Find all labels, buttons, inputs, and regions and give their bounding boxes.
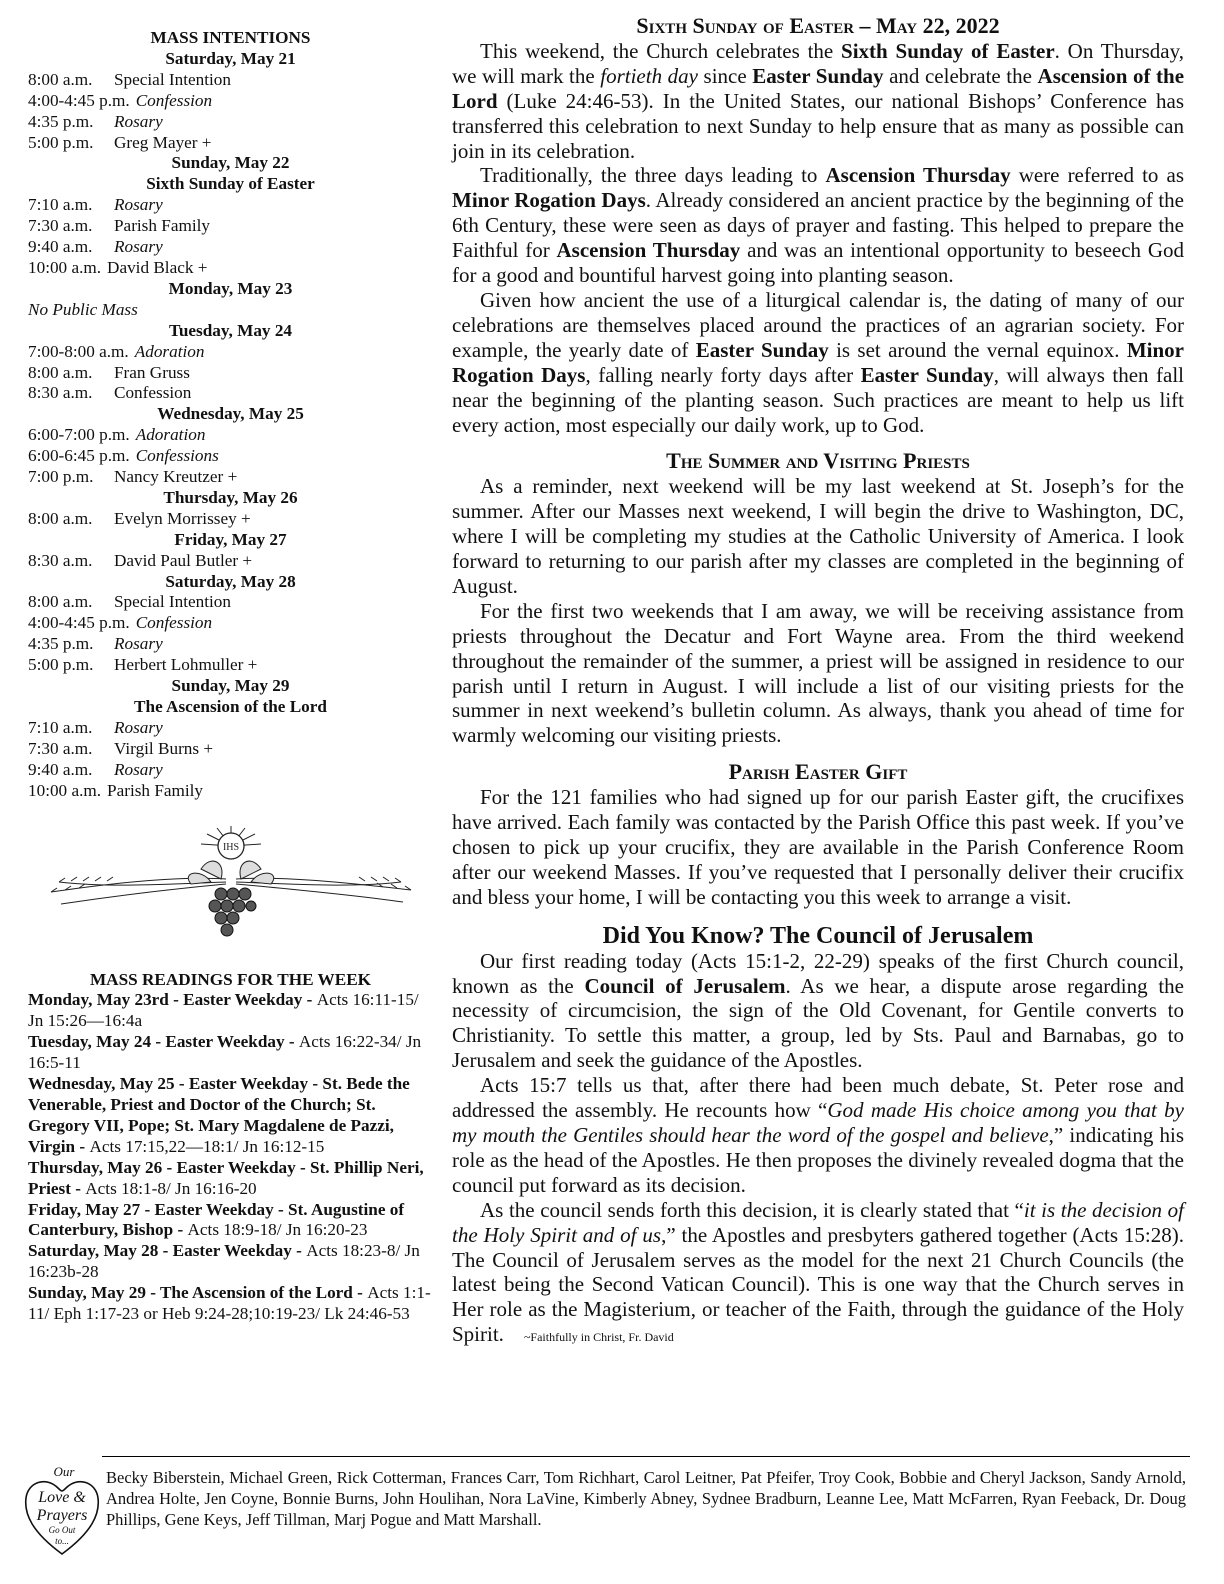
readings-list bbox=[28, 990, 433, 1325]
mass-intention: Parish Family bbox=[107, 780, 204, 800]
text-run: Acts 15:7 tells us that, after there had been much debate, St. Peter rose and addressed the assembly. He recounts how “ bbox=[452, 1073, 1184, 1123]
day-subheading: The Ascension of the Lord bbox=[134, 697, 327, 716]
text-run: . On Thursday, we will mark the bbox=[452, 38, 1184, 88]
mass-entry bbox=[28, 216, 433, 237]
mass-intention: Rosary bbox=[114, 759, 163, 779]
mass-entry bbox=[28, 467, 433, 488]
section-heading: The Summer and Visiting Priests bbox=[666, 448, 970, 474]
reading-citation: Acts 16:22-34/ Jn 16:5-11 bbox=[28, 1032, 422, 1073]
reading-entry bbox=[28, 1241, 433, 1283]
mass-time: 6:00-7:00 p.m. bbox=[28, 425, 130, 445]
mass-time: 5:00 p.m. bbox=[28, 132, 94, 152]
mass-time: 8:00 a.m. bbox=[28, 69, 93, 89]
ihs-monogram: IHS bbox=[222, 841, 239, 853]
mass-intentions-title: MASS INTENTIONS bbox=[150, 28, 311, 47]
day-heading: Saturday, May 28 bbox=[165, 571, 296, 591]
mass-time: 7:30 a.m. bbox=[28, 738, 93, 758]
mass-intention: Rosary bbox=[114, 195, 163, 215]
article-paragraph bbox=[452, 599, 1184, 748]
mass-time: 9:40 a.m. bbox=[28, 759, 93, 779]
mass-intention: Confession bbox=[135, 90, 213, 110]
leaves bbox=[188, 861, 273, 884]
text-run: As a reminder, next weekend will be my last weekend at St. Joseph’s for the summer. After our Masses next weekend, I will begin the drive to Washington, DC, where I will be completing my studies at the Catholic University of America. I look forward to returning to our parish after my classes are completed in the beginning of August. bbox=[452, 474, 1184, 598]
mass-intention: Herbert Lohmuller + bbox=[114, 655, 258, 675]
text-run: . As we hear, a dispute arose regarding the necessity of circumcision, the sign of the Old Covenant, for Gentile converts to Christianity. To settle this matter, a group, led by Sts. Paul and Barnabas, go to Jerusalem and seek the guidance of the Apostles. bbox=[452, 973, 1184, 1073]
mass-intention: Adoration bbox=[135, 425, 206, 445]
text-run: it is the decision of the Holy Spirit and of us bbox=[452, 1197, 1184, 1247]
mass-intention: Adoration bbox=[134, 341, 205, 361]
article-paragraph bbox=[452, 474, 1184, 599]
text-run: Ascension Thursday bbox=[825, 163, 1011, 188]
section-heading: Parish Easter Gift bbox=[728, 759, 908, 785]
reading-entry bbox=[28, 1200, 433, 1242]
text-run: and celebrate the bbox=[883, 63, 1038, 88]
reading-entry bbox=[28, 1158, 433, 1200]
reading-citation: Acts 16:11-15/ Jn 15:26—16:4a bbox=[28, 990, 419, 1031]
mass-entry bbox=[28, 383, 433, 404]
reading-day: Friday, May 27 - Easter Weekday - St. Augustine of Canterbury, Bishop - bbox=[28, 1199, 405, 1240]
mass-time: 7:30 a.m. bbox=[28, 216, 93, 236]
text-run: Easter Sunday bbox=[752, 63, 884, 88]
logo-text-our: Our bbox=[53, 1464, 75, 1479]
text-run: Traditionally, the three days leading to bbox=[480, 163, 826, 188]
readings-title: MASS READINGS FOR THE WEEK bbox=[89, 969, 372, 989]
text-run: were referred to as bbox=[1010, 163, 1184, 188]
reading-day: Thursday, May 26 - Easter Weekday - St. Phillip Neri, Priest - bbox=[28, 1157, 424, 1198]
mass-time: 8:00 a.m. bbox=[28, 362, 93, 382]
text-run: This weekend, the Church celebrates the bbox=[480, 38, 842, 63]
mass-entry bbox=[28, 634, 433, 655]
article-paragraph bbox=[452, 1198, 1184, 1350]
mass-intentions-list bbox=[28, 49, 433, 802]
text-run: Ascension Thursday bbox=[556, 238, 741, 263]
section-heading: Sixth Sunday of Easter – May 22, 2022 bbox=[636, 13, 1000, 38]
section-gap bbox=[452, 910, 1184, 922]
logo-text-to: to... bbox=[55, 1536, 69, 1546]
reading-entry bbox=[28, 1032, 433, 1074]
mass-entry bbox=[28, 781, 433, 802]
mass-entry bbox=[28, 613, 433, 634]
logo-text-prayers: Prayers bbox=[36, 1507, 88, 1524]
text-run: and was an intentional opportunity to beseech God for a good and bountiful harvest going into planting season. bbox=[452, 238, 1184, 288]
mass-intention: Fran Gruss bbox=[114, 362, 190, 382]
text-run: Minor Rogation Days bbox=[452, 188, 646, 213]
mass-entry bbox=[28, 258, 433, 279]
article-paragraph bbox=[452, 39, 1184, 164]
mass-entry bbox=[28, 237, 433, 258]
mass-entry bbox=[28, 112, 433, 133]
mass-entry bbox=[28, 342, 433, 363]
text-run: Easter Sunday bbox=[695, 337, 829, 362]
logo-text-love: Love & bbox=[38, 1489, 86, 1506]
mass-time: 5:00 p.m. bbox=[28, 655, 94, 675]
day-heading: Monday, May 23 bbox=[168, 278, 293, 298]
day-heading: Thursday, May 26 bbox=[163, 487, 298, 507]
text-run: Easter Sunday bbox=[860, 362, 994, 387]
reading-day: Tuesday, May 24 - Easter Weekday - bbox=[28, 1032, 299, 1052]
reading-entry bbox=[28, 990, 433, 1032]
mass-intention: Confessions bbox=[135, 446, 219, 466]
left-column bbox=[28, 28, 433, 1325]
mass-intention: Confession bbox=[135, 613, 213, 633]
mass-entry bbox=[28, 592, 433, 613]
day-heading: Wednesday, May 25 bbox=[157, 404, 304, 424]
mass-time: 4:00-4:45 p.m. bbox=[28, 613, 130, 633]
signature: ~Faithfully in Christ, Fr. David bbox=[523, 1330, 674, 1345]
mass-time: 7:00-8:00 a.m. bbox=[28, 341, 129, 361]
mass-intention: Special Intention bbox=[114, 69, 231, 89]
reading-citation: Acts 1:1-11/ Eph 1:17-23 or Heb 9:24-28;10:19-23/ Lk 24:46-53 bbox=[28, 1283, 431, 1324]
mass-entry bbox=[28, 300, 433, 321]
mass-entry bbox=[28, 133, 433, 154]
day-heading: Sunday, May 29 bbox=[171, 676, 290, 696]
mass-entry bbox=[28, 70, 433, 91]
mass-entry bbox=[28, 739, 433, 760]
reading-citation: Acts 18:9-18/ Jn 16:20-23 bbox=[187, 1220, 368, 1240]
article-paragraph bbox=[452, 163, 1184, 288]
mass-time: 6:00-6:45 p.m. bbox=[28, 446, 130, 466]
mass-intention: Rosary bbox=[114, 717, 163, 737]
mass-entry bbox=[28, 363, 433, 384]
text-run: (Luke 24:46-53). In the United States, our national Bishops’ Conference has transferred this celebration to next Sunday to help ensure that as many as possible can join in its celebration. bbox=[452, 88, 1184, 163]
text-run: , falling nearly forty days after bbox=[585, 362, 861, 387]
mass-time: 4:00-4:45 p.m. bbox=[28, 90, 130, 110]
mass-intention: Greg Mayer + bbox=[114, 132, 212, 152]
logo-text-go-out: Go Out bbox=[48, 1525, 76, 1535]
mass-intention: Confession bbox=[114, 383, 192, 403]
article-paragraph bbox=[452, 949, 1184, 1074]
mass-time: 8:00 a.m. bbox=[28, 508, 93, 528]
mass-time: 8:30 a.m. bbox=[28, 383, 93, 403]
text-run: fortieth day bbox=[600, 63, 698, 88]
mass-intention: Rosary bbox=[114, 237, 163, 257]
reading-entry bbox=[28, 1283, 433, 1325]
mass-entry bbox=[28, 446, 433, 467]
text-run: Our first reading today (Acts 15:1-2, 22-29) speaks of the first Church council, known as the bbox=[452, 948, 1184, 998]
reading-day: Sunday, May 29 - The Ascension of the Lord - bbox=[28, 1283, 368, 1303]
mass-time: 9:40 a.m. bbox=[28, 237, 93, 257]
day-heading: Saturday, May 21 bbox=[165, 48, 296, 68]
text-run: . Already considered an ancient practice by the beginning of the 6th Century, these were seen as days of prayer and fasting. This helped to prepare the Faithful for bbox=[452, 188, 1184, 263]
mass-intention: David Paul Butler + bbox=[114, 550, 253, 570]
grape-cluster bbox=[209, 888, 256, 936]
prayer-list-names: Becky Biberstein, Michael Green, Rick Cotterman, Frances Carr, Tom Richhart, Carol Leitner, Pat Pfeifer, Troy Cook, Bobbie and Cheryl Jackson, Sandy Arnold, Andrea Holte, Jen Coyne, Bonnie Burns, John Houlihan, Nora LaVine, Kimberly Abney, Sydnee Bradburn, Leanne Lee, Matt McFarren, Ryan Feeback, Dr. Doug Phillips, Gene Keys, Jeff Tillman, Marj Pogue and Matt Marshall. bbox=[106, 1468, 1186, 1529]
mass-intention: Virgil Burns + bbox=[114, 738, 214, 758]
mass-time: 10:00 a.m. bbox=[28, 257, 102, 277]
mass-entry bbox=[28, 425, 433, 446]
mass-intention: Rosary bbox=[114, 634, 163, 654]
right-column bbox=[452, 14, 1184, 1350]
text-run: As the council sends forth this decision, it is clearly stated that “ bbox=[480, 1197, 1024, 1222]
mass-time: 4:35 p.m. bbox=[28, 634, 94, 654]
text-run: Ascension of the Lord bbox=[452, 63, 1185, 113]
mass-time: 7:10 a.m. bbox=[28, 717, 93, 737]
day-subheading: Sixth Sunday of Easter bbox=[146, 174, 315, 194]
day-heading: Sunday, May 22 bbox=[171, 153, 290, 173]
mass-time: 8:00 a.m. bbox=[28, 592, 93, 612]
mass-time: 7:10 a.m. bbox=[28, 195, 93, 215]
love-and-prayers-heart-logo bbox=[22, 1462, 102, 1560]
reading-day: Saturday, May 28 - Easter Weekday - bbox=[28, 1241, 307, 1261]
mass-time: 10:00 a.m. bbox=[28, 780, 102, 800]
reading-citation: Acts 18:23-8/ Jn 16:23b-28 bbox=[28, 1241, 420, 1282]
reading-citation: Acts 17:15,22—18:1/ Jn 16:12-15 bbox=[89, 1136, 325, 1156]
day-heading: Tuesday, May 24 bbox=[168, 320, 293, 340]
mass-intention: Parish Family bbox=[114, 216, 210, 236]
mass-time: 7:00 p.m. bbox=[28, 467, 94, 487]
mass-intention: Nancy Kreutzer + bbox=[114, 467, 238, 487]
reading-day: Monday, May 23rd - Easter Weekday - bbox=[28, 990, 317, 1010]
text-run: ,” indicating his role as the head of the Apostles. He then proposes the divinely revealed dogma that the council put forward as its decision. bbox=[452, 1122, 1184, 1197]
mass-intention: Evelyn Morrissey + bbox=[114, 508, 251, 528]
mass-intention: Special Intention bbox=[114, 592, 231, 612]
mass-entry bbox=[28, 509, 433, 530]
ornament-illustration bbox=[41, 824, 421, 944]
mass-intention: David Black + bbox=[107, 257, 208, 277]
text-run: Sixth Sunday of Easter bbox=[841, 38, 1055, 63]
day-heading: Friday, May 27 bbox=[174, 529, 287, 549]
text-run: Minor Rogation Days bbox=[452, 337, 1184, 387]
text-run: Given how ancient the use of a liturgical calendar is, the dating of many of our celebrations are themselves placed around the practices of an agrarian society. For example, the yearly date of bbox=[452, 287, 1184, 362]
article-paragraph bbox=[452, 288, 1184, 437]
reading-entry bbox=[28, 1074, 433, 1158]
mass-time: 8:30 a.m. bbox=[28, 550, 93, 570]
text-run: since bbox=[697, 63, 753, 88]
mass-intention: No Public Mass bbox=[28, 299, 138, 319]
text-run: is set around the vernal equinox. bbox=[828, 337, 1127, 362]
mass-entry bbox=[28, 91, 433, 112]
mass-entry bbox=[28, 195, 433, 216]
reading-day: Wednesday, May 25 - Easter Weekday - St. Bede the Venerable, Priest and Doctor of the Church; St. Gregory VII, Pope; St. Mary Magdalene de Pazzi, Virgin - bbox=[28, 1074, 410, 1156]
article-paragraph bbox=[452, 1073, 1184, 1198]
text-run: , will always then fall near the beginning of the planting season. Such practices are meant to help us lift every action, most especially our daily work, up to God. bbox=[452, 362, 1184, 437]
mass-time: 4:35 p.m. bbox=[28, 111, 94, 131]
text-run: For the 121 families who had signed up for our parish Easter gift, the crucifixes have arrived. Each family was contacted by the Parish Office this past week. If you’ve chosen to pick up your crucifix, they are available in the Parish Conference Room after our weekend Masses. If you’ve requested that I personally deliver their crucifix and bless your home, I will be contacting you this week to arrange a visit. bbox=[452, 785, 1184, 909]
text-run: ,” the Apostles and presbyters gathered together (Acts 15:28). The Council of Jerusalem serves as the model for the next 21 Church Councils (the latest being the Second Vatican Council). This is one way that the Church serves in Her role as the Magisterium, or teacher of the Faith, through the guidance of the Holy Spirit. bbox=[452, 1222, 1184, 1347]
text-run: For the first two weekends that I am away, we will be receiving assistance from priests throughout the Decatur and Fort Wayne area. From the third weekend throughout the remainder of the summer, a priest will be assigned in residence to our parish until I return in August. I will include a list of our visiting priests for the summer in next weekend’s bulletin column. As always, thank you ahead of time for warmly welcoming our visiting priests. bbox=[452, 598, 1184, 748]
mass-entry bbox=[28, 551, 433, 572]
section-heading: Did You Know? The Council of Jerusalem bbox=[602, 922, 1034, 949]
mass-intention: Rosary bbox=[114, 111, 163, 131]
mass-entry bbox=[28, 760, 433, 781]
footer-divider bbox=[102, 1456, 1190, 1457]
mass-entry bbox=[28, 718, 433, 739]
text-run: Council of Jerusalem bbox=[584, 973, 786, 998]
article-paragraph bbox=[452, 785, 1184, 910]
reading-citation: Acts 18:1-8/ Jn 16:16-20 bbox=[85, 1178, 257, 1198]
mass-entry bbox=[28, 655, 433, 676]
text-run: God made His choice among you that by my mouth the Gentiles should hear the word of the gospel and believe bbox=[452, 1098, 1184, 1147]
